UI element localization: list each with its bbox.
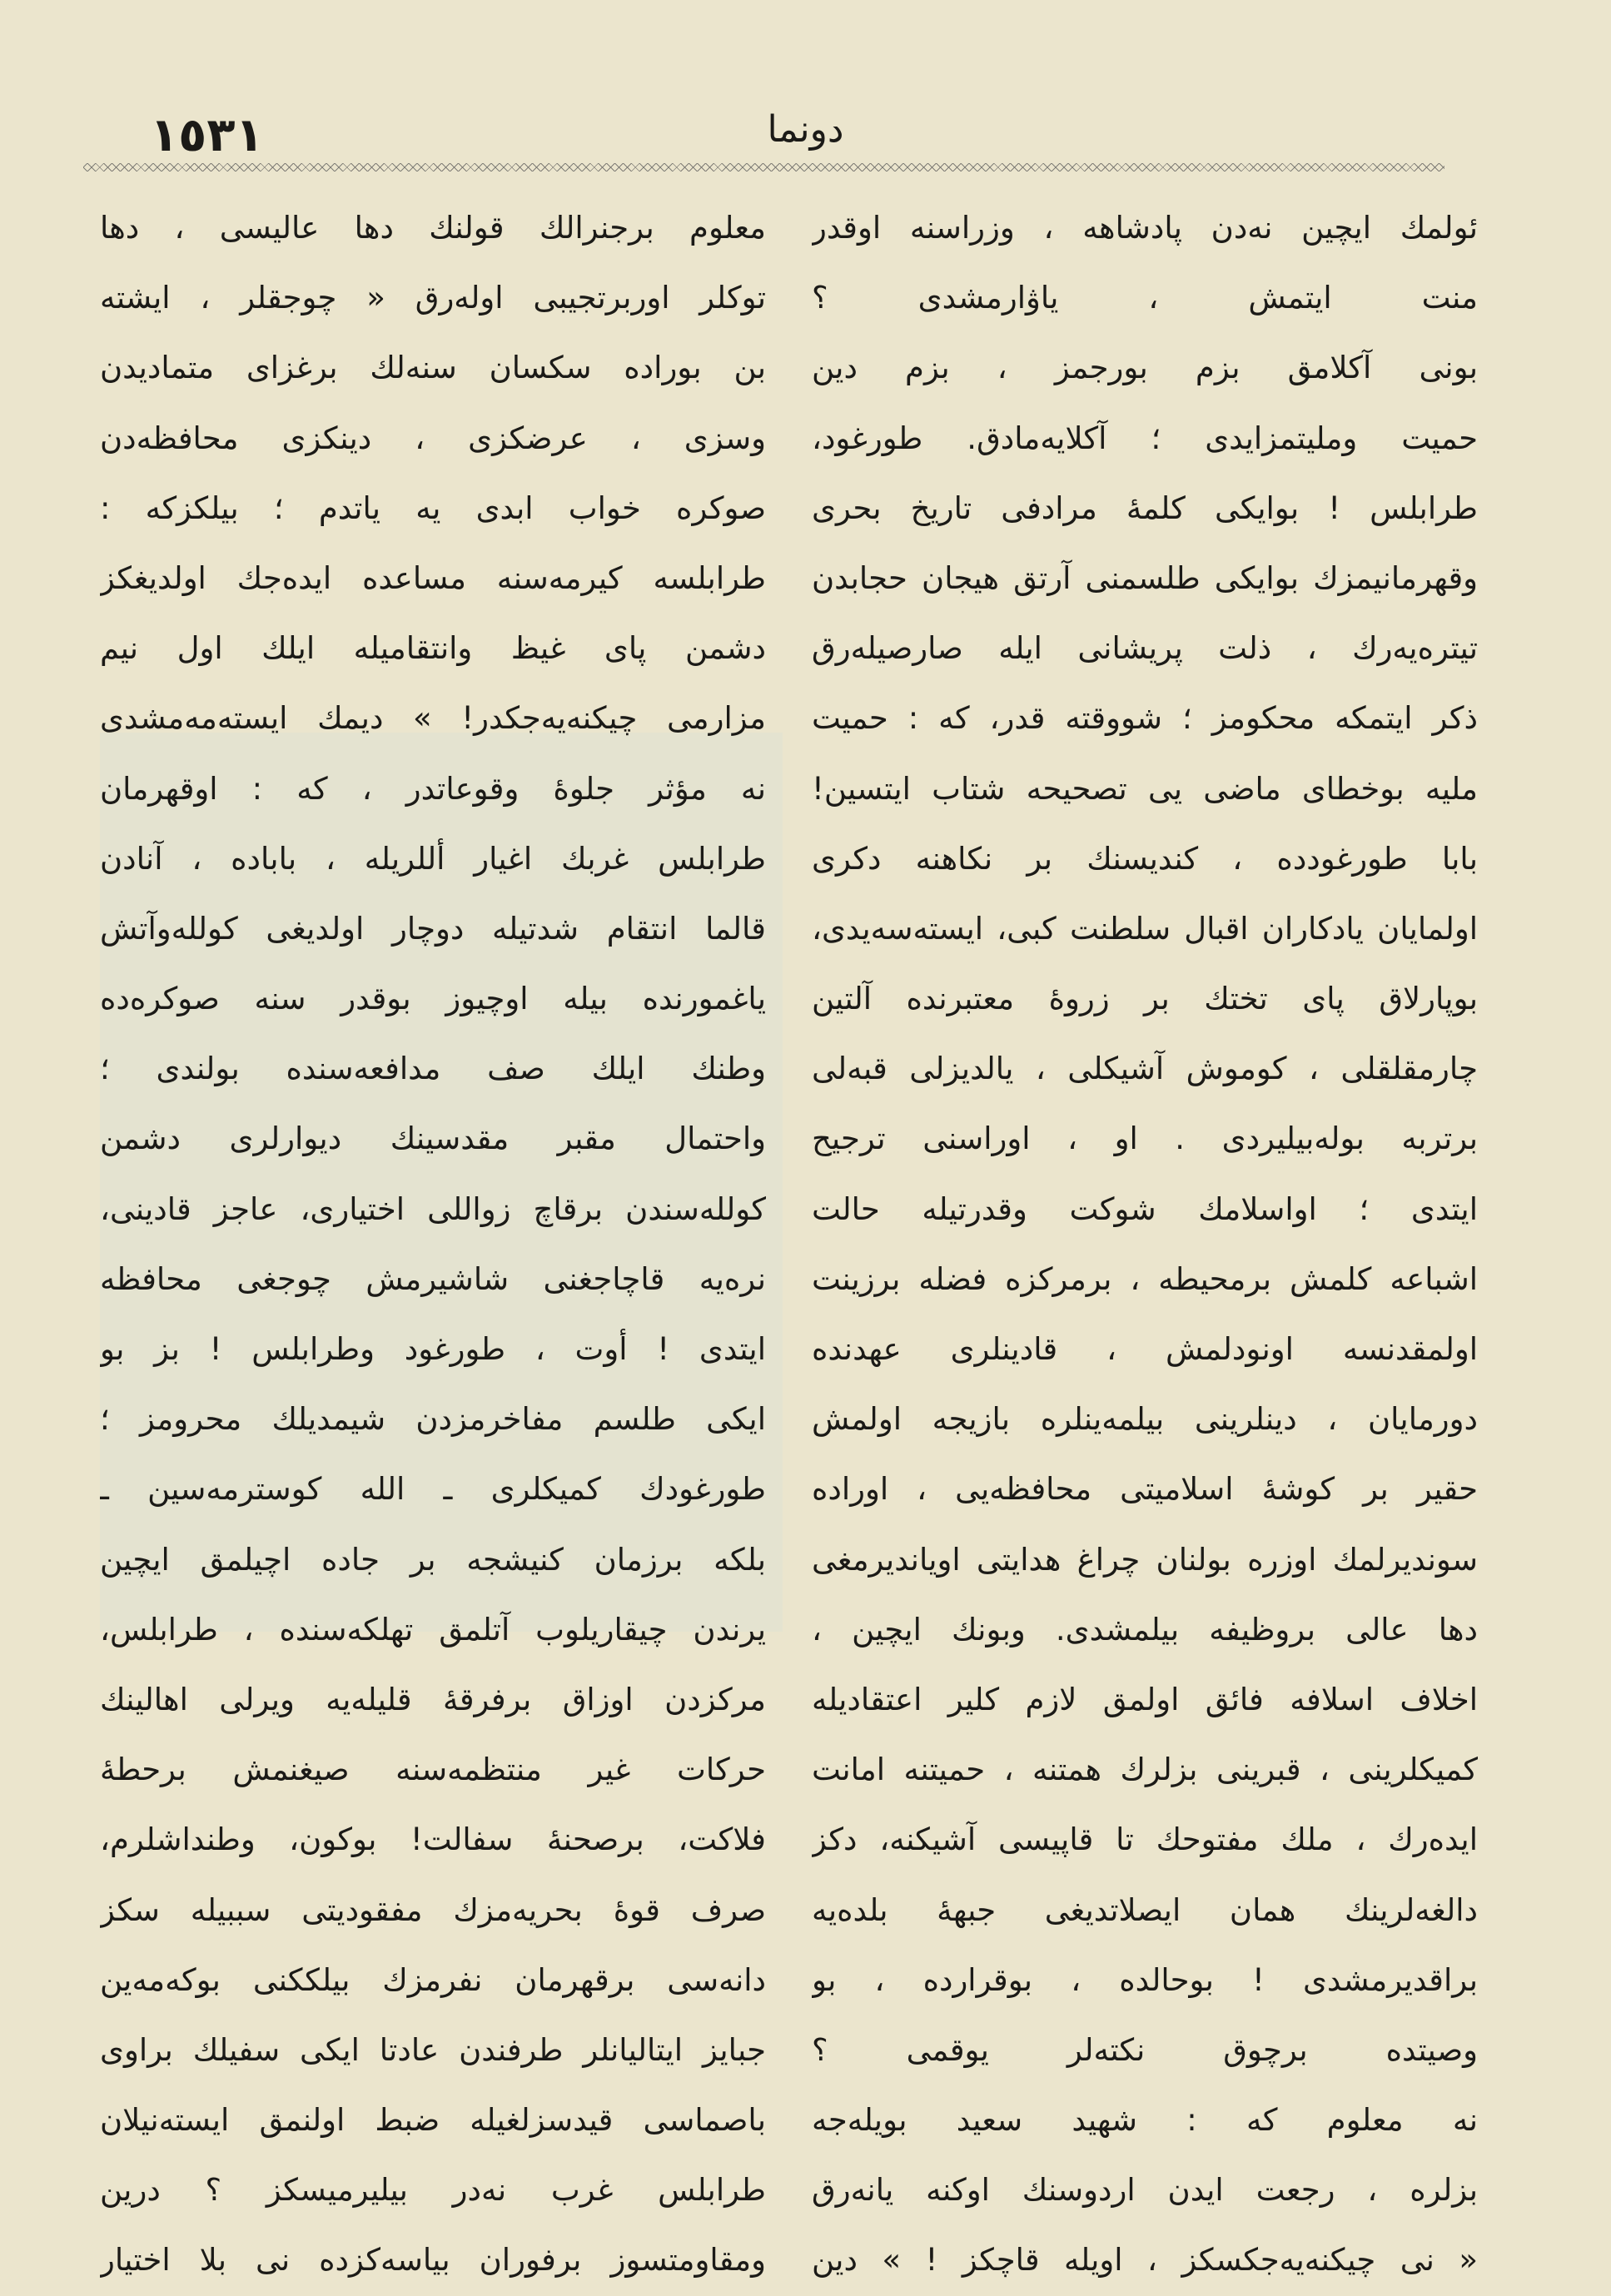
text-line: طرابلس غرب نەدر بيليرميسكز ؟ درين [100,2172,766,2209]
text-line: ايكى طلسم مفاخرمزدن شيمديلك محرومز ؛ [100,1401,766,1438]
right-text-column [812,193,1478,2296]
text-line: ايتدى ! أوت ، طورغود وطرابلس ! بز بو [100,1331,766,1367]
text-line: حميت وملیتمزايدى ؛ آكلايەمادق. طورغود، [812,420,1478,456]
text-line: صوكره خواب ابدى يە ياتدم ؛ بيلكزكه : [100,490,766,526]
text-line: تيترەيەرك ، ذلت پريشانى ايلە صارصيلەرق [812,630,1478,667]
text-line: دالغەلرينك همان ايصلاتديغى جبهۀ بلدەيە [812,1891,1478,1928]
text-line: اخلاف اسلافە فائق اولمق لازم كلير اعتقاديلە [812,1681,1478,1717]
text-line: چارمقلقلى ، كوموش آشيكلى ، يالديزلى قبەلى [812,1051,1478,1087]
text-line: دشمن پاى غيظ وانتقاميلە ايلك اول نيم [100,630,766,667]
text-line: اولمقدنسە اونودلمش ، قادينلرى عهدندە [812,1331,1478,1367]
text-line: نه مؤثر جلوۀ وقوعاتدر ، كه : اوقهرمان [100,770,766,807]
text-line: وسزى ، عرضكزى ، دينكزى محافظەدن [100,420,766,456]
text-line: معلوم برجنرالك قولنك دها عاليسى ، دها [100,210,766,246]
text-line: مزارمى چيكنەيەجكدر! » ديمك ايستەمەمشدى [100,700,766,737]
text-line: ايتدى ؛ اواسلامك شوكت وقدرتيلە حالت [812,1190,1478,1227]
text-line: ذكر ايتمكە محكومز ؛ شووقتە قدر، كە : حميت [812,700,1478,737]
text-line: ئولمك ايچين نەدن پادشاهە ، وزراسنە اوقدر [812,210,1478,246]
text-line: مركزدن اوزاق برفرقۀ قليلەيە ويرلى اهالينك [100,1681,766,1717]
text-line: توكلر اوربرتجيبى اولەرق « چوجقلر ، ايشتە [100,280,766,316]
text-line: بوپارلاق پاى تختك بر زروۀ معتبرندە آلتين [812,981,1478,1017]
text-line: مليە بوخطاى ماضى يى تصحيحە شتاب ايتسين! [812,770,1478,807]
text-line: وصيتدە برچوق نكتەلر يوقمى ؟ [812,2031,1478,2068]
wavy-header-rule [83,163,1444,171]
text-line: حركات غير منتظمەسنە صيغنمش برحطۀ [100,1752,766,1788]
text-line: براقديرمشدى ! بوحالدە ، بوقراردە ، بو [812,1961,1478,1998]
text-line: دورمايان ، دينلرينى بيلمەينلرە بازيجە اولمش [812,1401,1478,1438]
text-line: بن بوراده سكسان سنەلك برغزاى متماديدن [100,350,766,386]
left-text-column [100,193,766,2296]
text-line: منت ايتمش ، ياۋارمشدى ؟ [812,280,1478,316]
text-line: اشباعە كلمش برمحيطە ، برمركزە فضلە برزينت [812,1260,1478,1297]
text-line: باصماسى قيدسزلغيلە ضبط اولنمق ايستەنيلان [100,2102,766,2139]
text-line: برتربە بولەبيليردى . او ، اوراسنى ترجيح [812,1121,1478,1157]
text-line: قالما انتقام شدتيلە دوچار اولديغى كوللەوآتش [100,910,766,947]
text-line: نه معلوم كه : شهيد سعيد بويلەجە [812,2102,1478,2139]
text-line: سونديرلمك اوزرە بولنان چراغ هدايتى اويانديرمغى [812,1541,1478,1578]
text-line: يرندن چيقاريلوب آتلمق تهلكەسندە ، طرابلس، [100,1611,766,1647]
text-line: صرف قوۀ بحريەمزك مفقوديتى سببيلە سكز [100,1891,766,1928]
text-line: ومقاومتسوز برفوران بياسەكزدە نى بلا اختيار [100,2242,766,2279]
text-line: بابا طورغودده ، كنديسنك بر نكاهنه دكرى [812,840,1478,877]
text-line: بزلرە ، رجعت ايدن اردوسنك اوكنە يانەرق [812,2172,1478,2209]
text-line: ايدەرك ، ملك مفتوحك تا قاپيسى آشيكنە، دكز [812,1821,1478,1858]
text-line: كميكلرينى ، قبرينى بزلرك همتنە ، حميتنە امانت [812,1752,1478,1788]
text-line: دانەسى برقهرمان نفرمزك بيلككنى بوكەمەين [100,1961,766,1998]
text-line: كوللەسندن برقاچ زواللى اختيارى، عاجز قادينى، [100,1190,766,1227]
text-line: واحتمال مقبر مقدسينك ديوارلرى دشمن [100,1121,766,1157]
text-line: ياغمورنده بيلە اوچيوز بوقدر سنە صوكرەده [100,981,766,1017]
text-line: وقهرمانيمزك بوايكى طلسمنى آرتق هيجان حجابدن [812,559,1478,596]
text-line: فلاكت، برصحنۀ سفالت! بوكون، وطنداشلرم، [100,1821,766,1858]
text-line: طرابلسە كيرمەسنە مساعدە ايدەجك اولديغكز [100,559,766,596]
page-number: ١٥٣١ [150,108,264,162]
text-line: طرابلس غربك اغيار أللريلە ، باباده ، آنادن [100,840,766,877]
text-line: دها عالى بروظيفە بيلمشدى. وبونك ايچين ، [812,1611,1478,1647]
text-line: جبايز ايتاليانلر طرفندن عادتا ايكى سفيلك براوى [100,2031,766,2068]
text-line: بونى آكلامق بزم بورجمز ، بزم دين [812,350,1478,386]
text-line: حقير بر كوشۀ اسلاميتى محافظەيى ، اوراده [812,1471,1478,1508]
running-title: دونما [767,108,844,151]
text-line: اولمايان يادكاران اقبال سلطنت كبى، ايستەسەيدى، [812,910,1478,947]
text-line: وطنك ايلك صف مدافعەسندە بولندى ؛ [100,1051,766,1087]
text-line: نرەيە قاچاجغنى شاشيرمش چوجغى محافظە [100,1260,766,1297]
text-line: طورغودك كميكلرى ـ الله كوسترمەسين ـ [100,1471,766,1508]
text-line: طرابلس ! بوايكى كلمۀ مرادفى تاريخ بحرى [812,490,1478,526]
text-line: بلكه برزمان كنيشجە بر جاده اچيلمق ايچين [100,1541,766,1578]
text-line: « نى چيكنەيەجكسكز ، اويلە قاچكز ! » دين [812,2242,1478,2279]
